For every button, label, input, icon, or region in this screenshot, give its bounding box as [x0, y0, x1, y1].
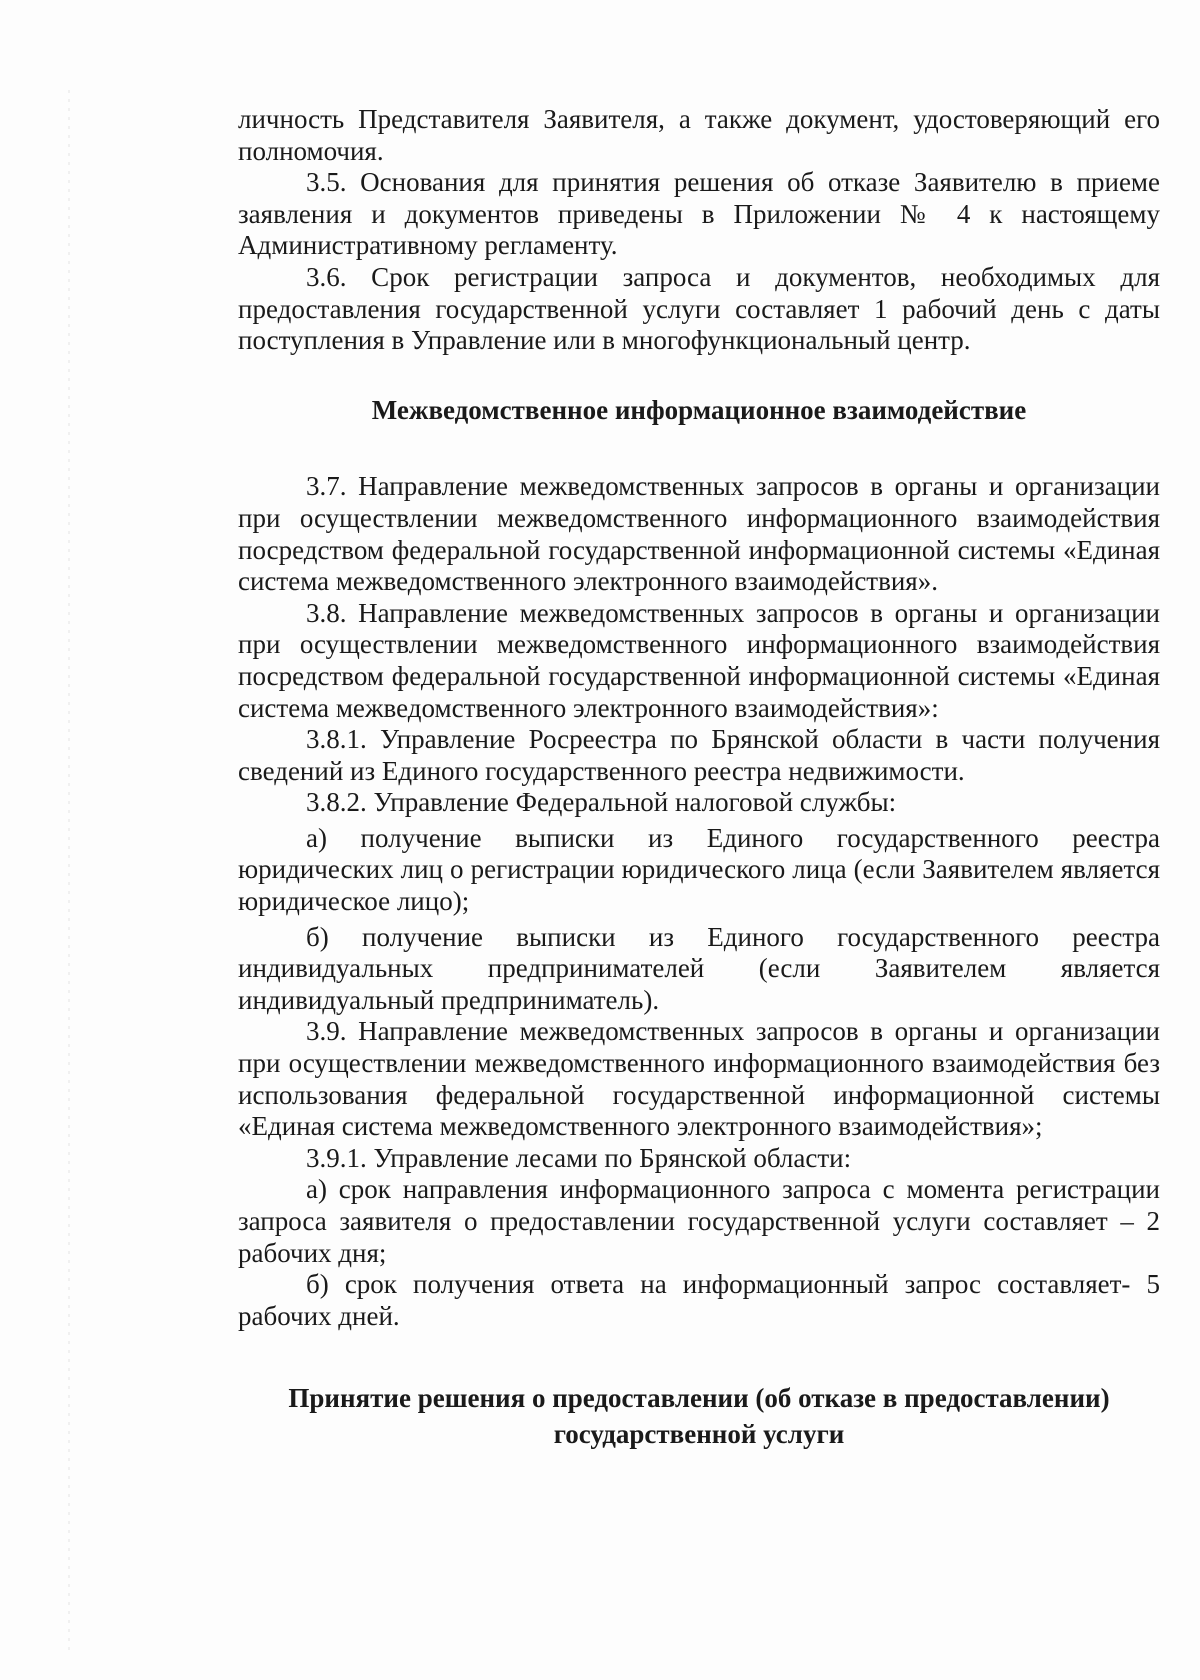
section-heading-decision-line1: Принятие решения о предоставлении (об отказе в предоставлении): [288, 1383, 1110, 1414]
section-heading-decision-line2: государственной услуги: [553, 1419, 845, 1450]
paragraph-3-9: 3.9. Направление межведомственных запросов в органы и организации при осуществлении межведомственного информационного взаимодействия без использования федеральной государственной информационной системы «Единая система межведомственного электронного взаимодействия»;: [238, 1016, 1160, 1142]
document-body: [238, 104, 1160, 1452]
scan-edge-marks: [68, 90, 70, 1650]
section-heading-decision: [238, 1380, 1160, 1452]
paragraph-3-8-2-a: а) получение выписки из Единого государственного реестра юридических лиц о регистрации юридического лица (если Заявителем является юридическое лицо);: [238, 822, 1160, 917]
paragraph-3-8-2-b: б) получение выписки из Единого государственного реестра индивидуальных предпринимателей (если Заявителем является индивидуальный предприниматель).: [238, 921, 1160, 1015]
paragraph-3-9-1: 3.9.1. Управление лесами по Брянской области:: [306, 1142, 852, 1173]
paragraph-3-8-2: 3.8.2. Управление Федеральной налоговой службы:: [306, 787, 897, 818]
paragraph-continuation: личность Представителя Заявителя, а также документ, удостоверяющий его полномочия.: [238, 104, 1160, 166]
paragraph-3-9-1-b: б) срок получения ответа на информационный запрос составляет- 5 рабочих дней.: [238, 1269, 1160, 1331]
paragraph-3-9-1-a: а) срок направления информационного запроса с момента регистрации запроса заявителя о предоставлении государственной услуги составляет – 2 рабочих дня;: [238, 1174, 1160, 1268]
paragraph-3-8-1: 3.8.1. Управление Росреестра по Брянской области в части получения сведений из Единого государственного реестра недвижимости.: [238, 724, 1160, 786]
section-heading-interagency: Межведомственное информационное взаимодействие: [371, 394, 1027, 425]
paragraph-3-7: 3.7. Направление межведомственных запросов в органы и организации при осуществлении межведомственного информационного взаимодействия посредством федеральной государственной информационной системы «Единая система межведомственного электронного взаимодействия».: [238, 471, 1160, 597]
paragraph-3-6: 3.6. Срок регистрации запроса и документов, необходимых для предоставления государственной услуги составляет 1 рабочий день с даты поступления в Управление или в многофункциональный центр.: [238, 261, 1160, 356]
paragraph-3-8: 3.8. Направление межведомственных запросов в органы и организации при осуществлении межведомственного информационного взаимодействия посредством федеральной государственной информационной системы «Единая система межведомственного электронного взаимодействия»:: [238, 597, 1160, 723]
paragraph-3-5: 3.5. Основания для принятия решения об отказе Заявителю в приеме заявления и документов приведены в Приложении № 4 к настоящему Административному регламенту.: [238, 167, 1160, 261]
